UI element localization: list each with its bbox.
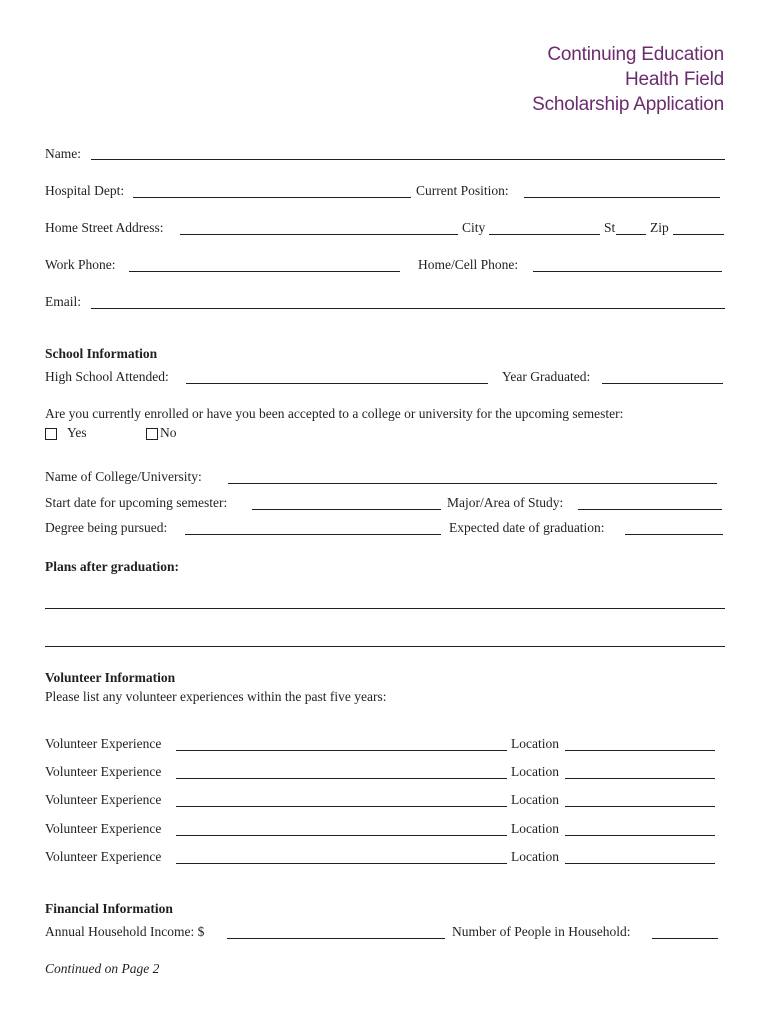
home-address-label: Home Street Address: (45, 220, 164, 235)
enrolled-question: Are you currently enrolled or have you been accepted to a college or university for the upcoming semester: (45, 406, 624, 421)
email-field[interactable] (91, 308, 725, 309)
current-position-label: Current Position: (416, 183, 509, 198)
title-line-1: Continuing Education (547, 44, 724, 65)
state-label: St (604, 220, 616, 235)
college-name-label: Name of College/University: (45, 469, 202, 484)
hospital-dept-field[interactable] (133, 197, 411, 198)
volunteer-location-field[interactable] (565, 750, 715, 751)
volunteer-experience-label: Volunteer Experience (45, 736, 162, 751)
volunteer-experience-field[interactable] (176, 835, 507, 836)
work-phone-label: Work Phone: (45, 257, 116, 272)
volunteer-location-label: Location (511, 736, 559, 751)
name-label: Name: (45, 146, 81, 161)
volunteer-experience-field[interactable] (176, 863, 507, 864)
city-label: City (462, 220, 486, 235)
household-income-field[interactable] (227, 938, 445, 939)
home-cell-phone-label: Home/Cell Phone: (418, 257, 519, 272)
email-label: Email: (45, 294, 81, 309)
household-income-label: Annual Household Income: $ (45, 924, 205, 939)
degree-label: Degree being pursued: (45, 520, 168, 535)
household-size-field[interactable] (652, 938, 718, 939)
volunteer-location-label: Location (511, 764, 559, 779)
volunteer-location-field[interactable] (565, 806, 715, 807)
plans-line-2[interactable] (45, 646, 725, 647)
expected-graduation-field[interactable] (625, 534, 723, 535)
work-phone-field[interactable] (129, 271, 400, 272)
volunteer-location-field[interactable] (565, 863, 715, 864)
yes-checkbox[interactable] (45, 428, 57, 440)
volunteer-location-field[interactable] (565, 778, 715, 779)
volunteer-experience-field[interactable] (176, 750, 507, 751)
continued-note: Continued on Page 2 (45, 961, 160, 976)
volunteer-location-label: Location (511, 849, 559, 864)
household-size-label: Number of People in Household: (452, 924, 631, 939)
zip-field[interactable] (673, 234, 724, 235)
plans-line-1[interactable] (45, 608, 725, 609)
hospital-dept-label: Hospital Dept: (45, 183, 125, 198)
high-school-label: High School Attended: (45, 369, 169, 384)
volunteer-experience-label: Volunteer Experience (45, 821, 162, 836)
volunteer-experience-field[interactable] (176, 806, 507, 807)
home-address-field[interactable] (180, 234, 458, 235)
financial-info-heading: Financial Information (45, 901, 173, 916)
no-checkbox[interactable] (146, 428, 158, 440)
major-field[interactable] (578, 509, 722, 510)
zip-label: Zip (650, 220, 669, 235)
volunteer-location-field[interactable] (565, 835, 715, 836)
no-label: No (160, 425, 177, 440)
expected-graduation-label: Expected date of graduation: (449, 520, 605, 535)
year-graduated-field[interactable] (602, 383, 723, 384)
college-name-field[interactable] (228, 483, 717, 484)
volunteer-experience-label: Volunteer Experience (45, 764, 162, 779)
major-label: Major/Area of Study: (447, 495, 564, 510)
volunteer-info-heading: Volunteer Information (45, 670, 176, 685)
degree-field[interactable] (185, 534, 441, 535)
yes-label: Yes (67, 425, 87, 440)
volunteer-experience-label: Volunteer Experience (45, 849, 162, 864)
volunteer-location-label: Location (511, 792, 559, 807)
title-line-2: Health Field (625, 69, 724, 90)
plans-label: Plans after graduation: (45, 559, 179, 574)
volunteer-experience-field[interactable] (176, 778, 507, 779)
school-info-heading: School Information (45, 346, 158, 361)
home-cell-phone-field[interactable] (533, 271, 722, 272)
form-title (532, 42, 724, 117)
volunteer-experience-label: Volunteer Experience (45, 792, 162, 807)
current-position-field[interactable] (524, 197, 720, 198)
title-line-3: Scholarship Application (532, 94, 724, 115)
volunteer-instruction: Please list any volunteer experiences within the past five years: (45, 689, 387, 704)
high-school-field[interactable] (186, 383, 488, 384)
city-field[interactable] (489, 234, 600, 235)
start-date-label: Start date for upcoming semester: (45, 495, 228, 510)
state-field[interactable] (616, 234, 646, 235)
name-field[interactable] (91, 159, 725, 160)
start-date-field[interactable] (252, 509, 441, 510)
volunteer-location-label: Location (511, 821, 559, 836)
year-graduated-label: Year Graduated: (502, 369, 591, 384)
